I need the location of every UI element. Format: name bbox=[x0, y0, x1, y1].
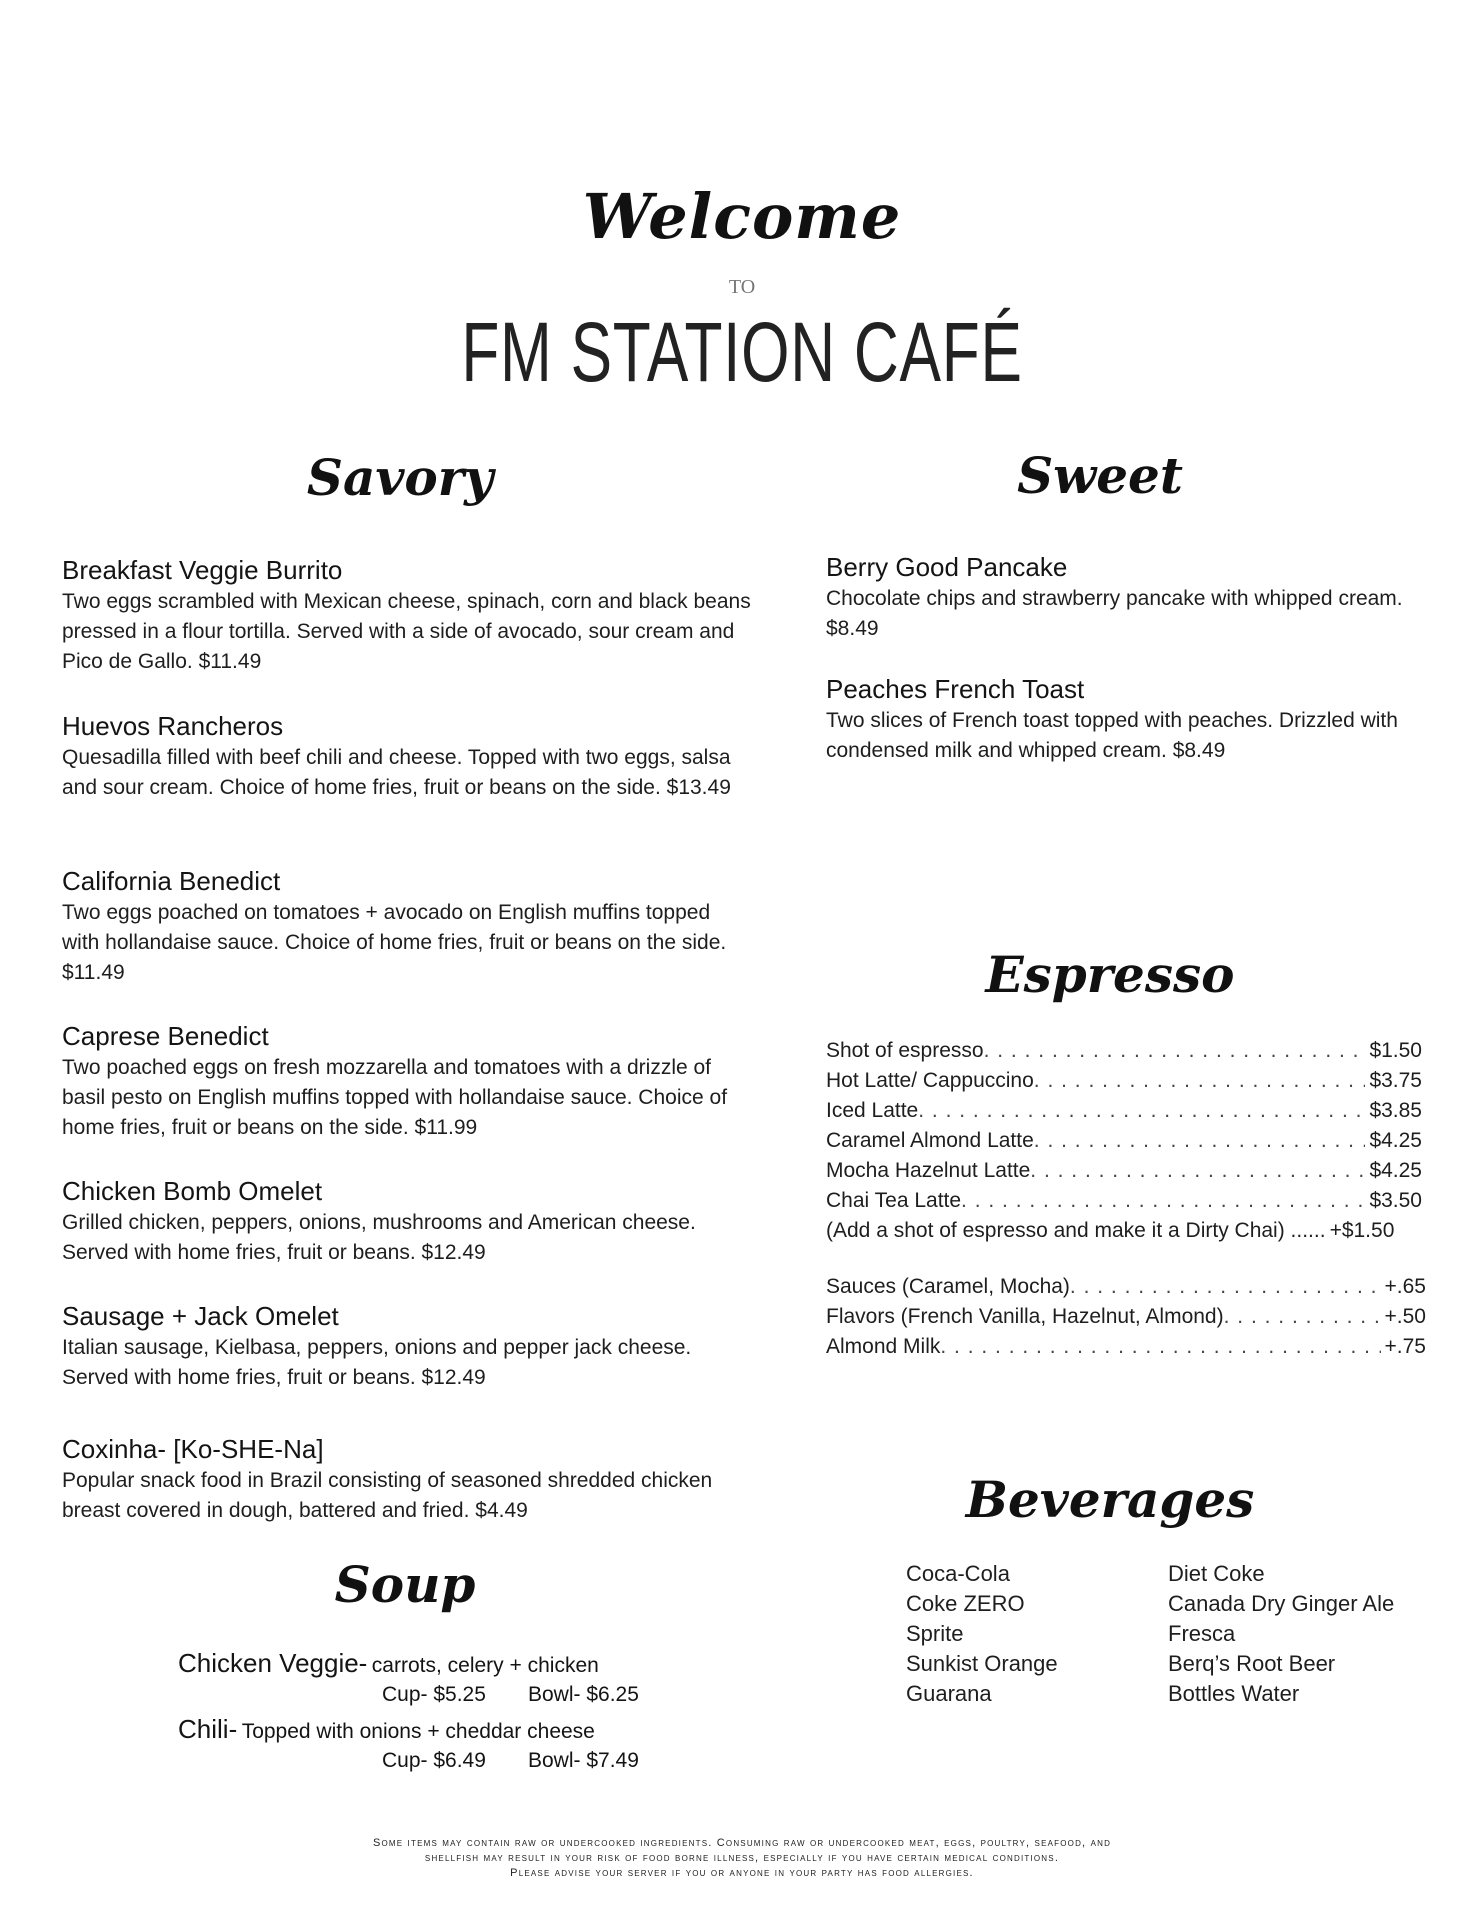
drink-price: +$1.50 bbox=[1329, 1219, 1395, 1242]
soup-item bbox=[178, 1714, 595, 1745]
disclaimer-line: Some items may contain raw or undercooked ingredients. Consuming raw or undercooked meat, eggs, poultry, seafood, and bbox=[372, 1837, 1112, 1849]
drink-name: Shot of espresso bbox=[826, 1039, 984, 1062]
soup-cup-price: Cup- $5.25 bbox=[382, 1683, 486, 1706]
welcome-heading: Welcome bbox=[582, 180, 902, 253]
menu-item-description: Grilled chicken, peppers, onions, mushrooms and American cheese. Served with home fries, fruit or beans. $12.49 bbox=[62, 1211, 696, 1264]
menu-item-description: Popular snack food in Brazil consisting of seasoned shredded chicken breast covered in dough, battered and fried. $4.49 bbox=[62, 1469, 713, 1522]
price-row bbox=[826, 1156, 1422, 1186]
beverage-item: Coke ZERO bbox=[906, 1591, 1025, 1616]
menu-item-name: Sausage + Jack Omelet bbox=[62, 1301, 339, 1331]
cafe-name-title: FM STATION CAFÉ bbox=[461, 305, 1023, 399]
drink-price: $4.25 bbox=[1369, 1159, 1422, 1182]
menu-item-name: Peaches French Toast bbox=[826, 674, 1085, 704]
soup-item bbox=[178, 1648, 599, 1679]
savory-item bbox=[62, 553, 752, 677]
menu-item-description: Two poached eggs on fresh mozzarella and tomatoes with a drizzle of basil pesto on English muffins topped with hollandaise sauce. Choice of home fries, fruit or beans on the side. $11.99 bbox=[62, 1056, 728, 1139]
beverages-column-1 bbox=[906, 1559, 1058, 1709]
sweet-item bbox=[826, 672, 1426, 766]
menu-item-name: Berry Good Pancake bbox=[826, 552, 1068, 582]
savory-item bbox=[62, 1174, 752, 1268]
beverage-item: Diet Coke bbox=[1168, 1561, 1265, 1586]
sweet-section-title: Sweet bbox=[1017, 446, 1183, 505]
beverages-section-title: Beverages bbox=[965, 1470, 1255, 1529]
price-row bbox=[826, 1272, 1426, 1302]
addon-name: Almond Milk bbox=[826, 1335, 941, 1358]
menu-item-description: Chocolate chips and strawberry pancake with whipped cream. $8.49 bbox=[826, 587, 1403, 640]
beverage-item: Canada Dry Ginger Ale bbox=[1168, 1591, 1395, 1616]
menu-item-description: Two eggs poached on tomatoes + avocado on English muffins topped with hollandaise sauce. Choice of home fries, fruit or beans on the side. $11.49 bbox=[62, 901, 727, 984]
drink-name: Hot Latte/ Cappuccino bbox=[826, 1069, 1034, 1092]
espresso-section-title: Espresso bbox=[985, 945, 1235, 1004]
soup-bowl-price: Bowl- $6.25 bbox=[528, 1683, 639, 1706]
drink-name: Iced Latte bbox=[826, 1099, 919, 1122]
beverage-item: Berq’s Root Beer bbox=[1168, 1651, 1336, 1676]
savory-item bbox=[62, 1019, 752, 1143]
price-row bbox=[826, 1216, 1422, 1246]
soup-name: Chili- bbox=[178, 1714, 238, 1744]
soup-section-title: Soup bbox=[334, 1555, 476, 1614]
savory-item bbox=[62, 709, 752, 803]
price-row bbox=[826, 1186, 1422, 1216]
menu-item-description: Two eggs scrambled with Mexican cheese, spinach, corn and black beans pressed in a flour tortilla. Served with a side of avocado, sour cream and Pico de Gallo. $11.49 bbox=[62, 590, 751, 673]
menu-item-description: Quesadilla filled with beef chili and cheese. Topped with two eggs, salsa and sour cream. Choice of home fries, fruit or beans on the side. $13.49 bbox=[62, 746, 731, 799]
beverage-item: Guarana bbox=[906, 1681, 992, 1706]
beverage-item: Fresca bbox=[1168, 1621, 1236, 1646]
menu-item-name: Coxinha- [Ko-SHE-Na] bbox=[62, 1434, 324, 1464]
soup-description: carrots, celery + chicken bbox=[371, 1654, 599, 1677]
disclaimer-line: shellfish may result in your risk of food borne illness, especially if you have certain medical conditions. bbox=[424, 1852, 1060, 1864]
addon-name: Flavors (French Vanilla, Hazelnut, Almond) bbox=[826, 1305, 1224, 1328]
soup-bowl-price: Bowl- $7.49 bbox=[528, 1749, 639, 1772]
drink-price: $4.25 bbox=[1369, 1129, 1422, 1152]
disclaimer-line: Please advise your server if you or anyone in your party has food allergies. bbox=[510, 1867, 974, 1879]
price-row bbox=[826, 1332, 1426, 1362]
espresso-addons-list bbox=[826, 1272, 1426, 1362]
savory-item bbox=[62, 1299, 752, 1393]
menu-item-name: Huevos Rancheros bbox=[62, 711, 284, 741]
price-row bbox=[826, 1126, 1422, 1156]
menu-item-description: Italian sausage, Kielbasa, peppers, onions and pepper jack cheese. Served with home fries, fruit or beans. $12.49 bbox=[62, 1336, 692, 1389]
menu-item-name: Caprese Benedict bbox=[62, 1021, 269, 1051]
menu-item-description: Two slices of French toast topped with peaches. Drizzled with condensed milk and whipped cream. $8.49 bbox=[826, 709, 1398, 762]
menu-item-name: Chicken Bomb Omelet bbox=[62, 1176, 323, 1206]
addon-price: +.65 bbox=[1384, 1275, 1426, 1298]
price-row bbox=[826, 1036, 1422, 1066]
price-row bbox=[826, 1096, 1422, 1126]
drink-price: $3.85 bbox=[1369, 1099, 1422, 1122]
drink-price: $3.75 bbox=[1369, 1069, 1422, 1092]
beverage-item: Bottles Water bbox=[1168, 1681, 1300, 1706]
soup-description: Topped with onions + cheddar cheese bbox=[241, 1720, 595, 1743]
addon-price: +.50 bbox=[1384, 1305, 1426, 1328]
price-row bbox=[826, 1066, 1422, 1096]
soup-name: Chicken Veggie- bbox=[178, 1648, 368, 1678]
beverage-item: Sprite bbox=[906, 1621, 964, 1646]
soup-cup-price: Cup- $6.49 bbox=[382, 1749, 486, 1772]
drink-name: Chai Tea Latte bbox=[826, 1189, 962, 1212]
drink-name: (Add a shot of espresso and make it a Dirty Chai) ...... bbox=[826, 1219, 1326, 1242]
sweet-item bbox=[826, 550, 1426, 644]
savory-item bbox=[62, 1432, 752, 1526]
menu-item-name: Breakfast Veggie Burrito bbox=[62, 555, 343, 585]
beverages-column-2 bbox=[1168, 1559, 1394, 1709]
beverage-item: Coca-Cola bbox=[906, 1561, 1010, 1586]
welcome-to-text: TO bbox=[728, 276, 756, 298]
allergy-disclaimer bbox=[0, 1836, 1484, 1881]
addon-name: Sauces (Caramel, Mocha) bbox=[826, 1275, 1070, 1298]
drink-name: Mocha Hazelnut Latte bbox=[826, 1159, 1031, 1182]
savory-item bbox=[62, 864, 752, 988]
addon-price: +.75 bbox=[1384, 1335, 1426, 1358]
drink-price: $1.50 bbox=[1369, 1039, 1422, 1062]
savory-section-title: Savory bbox=[306, 448, 494, 507]
menu-item-name: California Benedict bbox=[62, 866, 281, 896]
drink-price: $3.50 bbox=[1369, 1189, 1422, 1212]
drink-name: Caramel Almond Latte bbox=[826, 1129, 1034, 1152]
price-row bbox=[826, 1302, 1426, 1332]
beverage-item: Sunkist Orange bbox=[906, 1651, 1058, 1676]
espresso-price-list bbox=[826, 1036, 1422, 1246]
